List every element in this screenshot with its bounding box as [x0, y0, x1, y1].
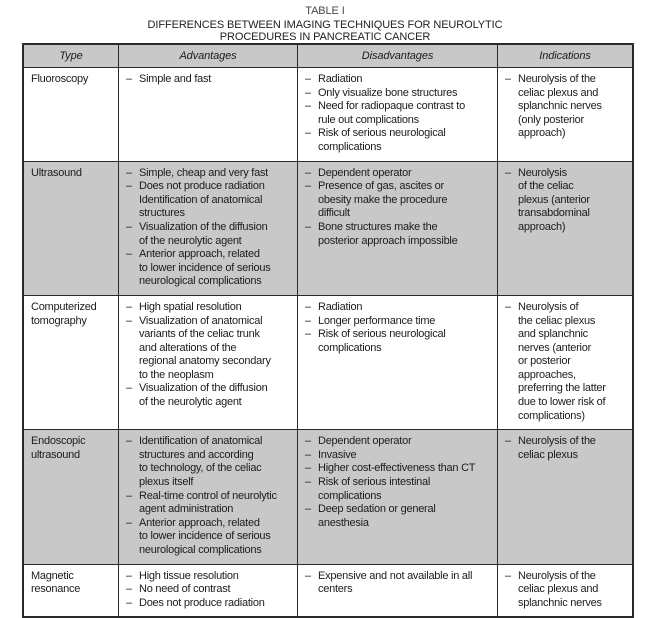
list-item-text: No need of contrast	[139, 583, 231, 596]
list-item-text: Risk of serious neurological complications	[318, 127, 446, 153]
bullet-dash: –	[305, 435, 311, 448]
bullet-dash: –	[305, 300, 311, 313]
list-item	[305, 328, 494, 355]
list-item	[305, 570, 494, 597]
list-item	[126, 490, 294, 517]
bullet-dash: –	[126, 569, 132, 582]
list-item	[126, 382, 294, 409]
bullet-dash: –	[126, 220, 132, 233]
cell-disadvantages	[298, 68, 498, 161]
table-row	[24, 565, 632, 617]
bullet-dash: –	[126, 166, 132, 179]
cell-disadvantages	[298, 565, 498, 617]
bullet-dash: –	[305, 503, 311, 516]
table-header-row	[24, 45, 632, 68]
list-item-text: Identification of anatomical structures and according to technology, of the celiac plexus itself	[139, 435, 263, 489]
cell-disadvantages	[298, 296, 498, 429]
bullet-dash: –	[305, 73, 311, 85]
list-item	[126, 315, 294, 383]
bullet-dash: –	[126, 382, 132, 395]
list-item	[126, 167, 294, 181]
table-row	[24, 162, 632, 296]
list-item	[305, 180, 494, 221]
cell-type: Ultrasound	[24, 162, 119, 295]
bullet-dash: –	[305, 100, 311, 113]
list-item	[126, 583, 294, 597]
cell-type: Endoscopic ultrasound	[24, 430, 119, 563]
bullet-dash: –	[305, 476, 311, 489]
cell-indications	[498, 296, 632, 429]
list-item-text: Invasive	[318, 448, 357, 461]
list-item-text: High spatial resolution	[139, 300, 242, 313]
table-title-block	[0, 0, 650, 44]
bullet-dash: –	[305, 569, 311, 582]
list-item-text: Deep sedation or general anesthesia	[318, 503, 436, 529]
list-item	[126, 221, 294, 248]
list-item-text: Presence of gas, ascites or obesity make the procedure difficult	[318, 180, 448, 220]
list-item-text: Radiation	[318, 300, 363, 313]
bullet-dash: –	[305, 127, 311, 140]
list-item-text: Radiation	[318, 73, 363, 85]
list-item-text: Does not produce radiation Identification of anatomical structures	[139, 180, 265, 220]
list-item	[126, 570, 294, 584]
bullet-dash: –	[126, 516, 132, 529]
table-caption-line1: DIFFERENCES BETWEEN IMAGING TECHNIQUES FOR NEUROLYTIC	[147, 18, 503, 31]
list-item	[305, 462, 494, 476]
list-item-text: Need for radiopaque contrast to rule out complications	[318, 100, 465, 126]
list-item	[126, 517, 294, 558]
list-item-text: Neurolysis of the celiac plexus (anterior transabdominal approach)	[518, 166, 590, 233]
list-item	[305, 127, 494, 154]
list-item	[305, 435, 494, 449]
bullet-dash: –	[305, 166, 311, 179]
cell-advantages	[119, 565, 298, 617]
table-caption-line2: PROCEDURES IN PANCREATIC CANCER	[219, 31, 431, 44]
list-item	[305, 167, 494, 181]
list-item-text: Risk of serious intestinal complications	[318, 476, 431, 502]
list-item	[305, 449, 494, 463]
bullet-dash: –	[126, 596, 132, 609]
cell-disadvantages	[298, 162, 498, 295]
cell-indications	[498, 565, 632, 617]
list-item	[305, 87, 494, 101]
list-item	[505, 73, 629, 141]
bullet-dash: –	[505, 166, 511, 179]
table-row	[24, 68, 632, 162]
list-item-text: Risk of serious neurological complications	[318, 328, 446, 354]
list-item-text: Visualization of the diffusion of the neurolytic agent	[139, 382, 268, 409]
cell-advantages	[119, 296, 298, 429]
list-item-text: Neurolysis of the celiac plexus and splanchnic nerves (only posterior approach)	[518, 73, 602, 140]
list-item-text: Expensive and not available in all centers	[318, 569, 473, 596]
list-item	[126, 248, 294, 289]
table-row	[24, 296, 632, 430]
column-header-indications: Indications	[539, 50, 591, 62]
list-item	[305, 503, 494, 530]
bullet-dash: –	[305, 462, 311, 475]
list-item-text: Neurolysis of the celiac plexus	[518, 435, 596, 461]
list-item-text: Dependent operator	[318, 435, 412, 448]
list-item-text: Neurolysis of the celiac plexus and splanchnic nerves	[518, 569, 602, 609]
list-item	[305, 476, 494, 503]
cell-type: Computerized tomography	[24, 296, 119, 429]
list-item	[305, 73, 494, 87]
cell-advantages	[119, 68, 298, 161]
bullet-dash: –	[126, 300, 132, 313]
table-number: TABLE I	[305, 5, 345, 17]
list-item-text: Simple and fast	[139, 73, 212, 85]
list-item	[305, 100, 494, 127]
list-item	[505, 435, 629, 462]
cell-advantages	[119, 162, 298, 295]
list-item	[505, 570, 629, 611]
list-item	[126, 435, 294, 489]
list-item-text: Only visualize bone structures	[318, 86, 458, 99]
list-item	[126, 73, 294, 87]
bullet-dash: –	[126, 435, 132, 448]
cell-indications	[498, 430, 632, 563]
list-item	[505, 301, 629, 423]
list-item-text: Real-time control of neurolytic agent administration	[139, 489, 277, 516]
list-item-text: Dependent operator	[318, 166, 412, 179]
column-header-disadvantages: Disadvantages	[298, 45, 498, 67]
bullet-dash: –	[305, 86, 311, 99]
table-row	[24, 430, 632, 564]
bullet-dash: –	[126, 180, 132, 193]
list-item-text: High tissue resolution	[139, 569, 239, 582]
cell-type: Fluoroscopy	[24, 68, 119, 161]
bullet-dash: –	[126, 73, 132, 85]
bullet-dash: –	[126, 583, 132, 596]
bullet-dash: –	[305, 220, 311, 233]
column-header-type: Type	[24, 45, 119, 67]
cell-advantages	[119, 430, 298, 563]
cell-disadvantages	[298, 430, 498, 563]
table-body	[24, 68, 632, 616]
bullet-dash: –	[126, 489, 132, 502]
list-item	[126, 301, 294, 315]
list-item	[305, 315, 494, 329]
bullet-dash: –	[505, 569, 511, 582]
list-item	[126, 180, 294, 221]
list-item	[505, 167, 629, 235]
list-item-text: Anterior approach, related to lower incidence of serious neurological complications	[139, 248, 271, 288]
cell-indications	[498, 68, 632, 161]
cell-indications	[498, 162, 632, 295]
bullet-dash: –	[505, 73, 511, 85]
bullet-dash: –	[305, 314, 311, 327]
bullet-dash: –	[505, 300, 511, 313]
bullet-dash: –	[126, 314, 132, 327]
cell-type: Magnetic resonance	[24, 565, 119, 617]
list-item	[305, 221, 494, 248]
list-item	[126, 597, 294, 611]
list-item-text: Simple, cheap and very fast	[139, 166, 268, 179]
list-item-text: Visualization of the diffusion of the neurolytic agent	[139, 220, 268, 247]
comparison-table	[22, 43, 634, 618]
list-item-text: Anterior approach, related to lower incidence of serious neurological complications	[139, 516, 271, 556]
list-item-text: Does not produce radiation	[139, 596, 265, 609]
bullet-dash: –	[305, 448, 311, 461]
bullet-dash: –	[126, 248, 132, 261]
bullet-dash: –	[305, 328, 311, 341]
list-item-text: Bone structures make the posterior approach impossible	[318, 220, 458, 247]
bullet-dash: –	[505, 435, 511, 448]
list-item-text: Longer performance time	[318, 314, 436, 327]
bullet-dash: –	[305, 180, 311, 193]
list-item-text: Neurolysis of the celiac plexus and splanchnic nerves (anterior or posterior approaches, preferring the latter due to lower risk of complications)	[518, 300, 606, 422]
list-item	[305, 301, 494, 315]
list-item-text: Higher cost-effectiveness than CT	[318, 462, 476, 475]
column-header-advantages: Advantages	[119, 45, 298, 67]
list-item-text: Visualization of anatomical variants of the celiac trunk and alterations of the regional anatomy secondary to the neoplasm	[139, 314, 271, 381]
